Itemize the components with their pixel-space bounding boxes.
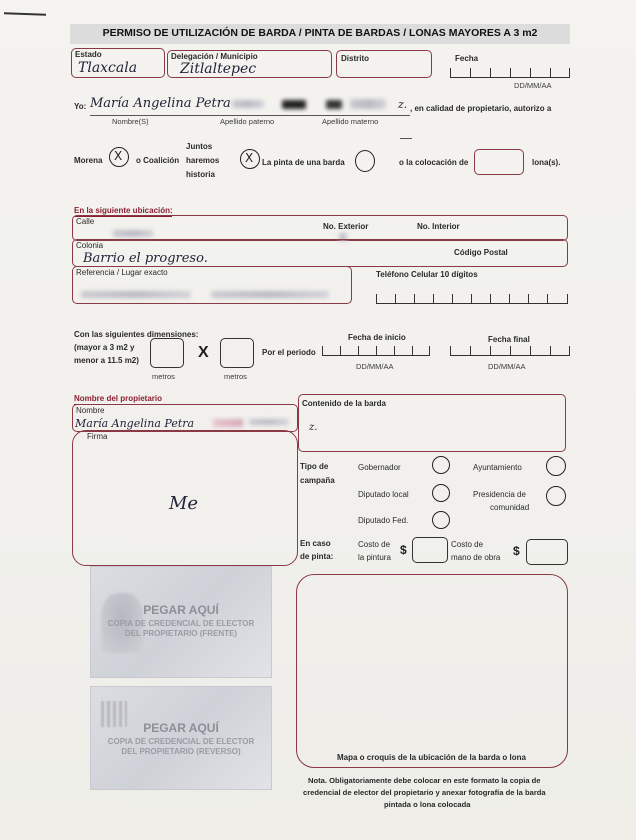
fecha-final-label: Fecha final — [488, 335, 530, 344]
yo-underline — [90, 115, 410, 116]
yo-label: Yo: — [74, 102, 87, 111]
diputado-fed-checkbox[interactable] — [432, 511, 450, 529]
pinta-checkbox[interactable] — [240, 149, 260, 169]
no-interior-label: No. Interior — [417, 222, 460, 231]
contenido-label: Contenido de la barda — [302, 399, 387, 408]
calle-field[interactable] — [72, 215, 568, 241]
morena-label: Morena — [74, 156, 103, 165]
propietario-nombre-field[interactable] — [72, 404, 298, 432]
firma-label: Firma — [87, 432, 108, 441]
fecha-inicio-label: Fecha de inicio — [348, 333, 406, 342]
ayuntamiento-checkbox[interactable] — [546, 456, 566, 476]
costo-mano-line1: Costo de — [451, 540, 484, 549]
redaction — [213, 419, 243, 427]
presidencia-line2: comunidad — [490, 503, 530, 512]
dash-mark — [400, 138, 412, 139]
caso-line1: En caso — [300, 539, 331, 548]
estado-value: Tlaxcala — [78, 60, 138, 76]
gobernador-checkbox[interactable] — [432, 456, 450, 474]
id-front-pega: PEGAR AQUÍ — [143, 603, 219, 617]
municipio-label: Delegación / Municipio — [171, 52, 258, 61]
fecha-inicio-input[interactable] — [322, 346, 430, 356]
lonas-label: lona(s). — [532, 158, 561, 167]
note-line1: Nota. Obligatoriamente debe colocar en este formato la copia de — [308, 776, 541, 785]
scan-mark — [4, 12, 46, 15]
firma-field[interactable] — [72, 430, 298, 566]
juntos-line1: Juntos — [186, 142, 213, 151]
declarant-suffix: z. — [398, 98, 408, 111]
paterno-label: Apellido paterno — [220, 117, 275, 126]
redaction — [81, 291, 191, 298]
costo-mano-line2: mano de obra — [451, 553, 501, 562]
propietario-section-label: Nombre del propietario — [74, 394, 163, 403]
diputado-local-checkbox[interactable] — [432, 484, 450, 502]
metros-label-2: metros — [224, 372, 247, 381]
note-line3: pintada o lona colocada — [384, 800, 471, 809]
municipio-value: Zitlaltepec — [180, 61, 257, 77]
times-sign: X — [198, 344, 209, 361]
note-line2: credencial de elector del propietario y anexar fotografía de la barda — [303, 788, 546, 797]
ancho-field[interactable] — [150, 338, 184, 368]
municipio-field[interactable] — [167, 50, 332, 78]
no-exterior-label: No. Exterior — [323, 222, 369, 231]
currency-mano: $ — [513, 544, 520, 558]
metros-label-1: metros — [152, 372, 175, 381]
costo-pintura-field[interactable] — [412, 537, 448, 563]
lonas-count-field[interactable] — [474, 149, 524, 175]
fecha-inicio-format: DD/MM/AA — [356, 362, 394, 371]
redaction — [113, 230, 153, 237]
redaction — [282, 100, 306, 109]
declarant-tail: , en calidad de propietario, autorizo a — [410, 104, 552, 113]
costo-pintura-line1: Costo de — [358, 540, 391, 549]
calle-label: Calle — [76, 217, 95, 226]
lona-checkbox[interactable] — [355, 150, 375, 172]
ayuntamiento-label: Ayuntamiento — [473, 463, 522, 472]
dimensiones-line1: Con las siguientes dimensiones: — [74, 330, 199, 339]
id-front-placeholder[interactable] — [90, 566, 272, 678]
presidencia-line1: Presidencia de — [473, 490, 526, 499]
ubicacion-section-label: En la siguiente ubicación: — [74, 206, 173, 215]
fecha-final-input[interactable] — [450, 346, 570, 356]
id-front-line1: COPIA DE CREDENCIAL DE ELECTOR — [107, 619, 255, 628]
costo-pintura-line2: la pintura — [358, 553, 391, 562]
referencia-field[interactable] — [72, 266, 352, 304]
pinta-mark: X — [245, 151, 254, 165]
id-back-placeholder[interactable] — [90, 686, 272, 790]
fecha-format: DD/MM/AA — [514, 81, 552, 90]
periodo-label: Por el periodo — [262, 348, 316, 357]
contenido-barda-field[interactable] — [298, 394, 566, 452]
morena-checkbox[interactable] — [109, 147, 129, 167]
fecha-label: Fecha — [455, 54, 479, 63]
nombres-label: Nombre(S) — [112, 117, 149, 126]
redaction — [350, 99, 386, 109]
diputado-fed-label: Diputado Fed. — [358, 516, 409, 525]
tipo-line1: Tipo de — [300, 462, 329, 471]
estado-field[interactable] — [71, 48, 165, 78]
pinta-label: La pinta de una barda — [262, 158, 345, 167]
id-front-line2: DEL PROPIETARIO (FRENTE) — [124, 629, 238, 638]
distrito-label: Distrito — [341, 54, 369, 63]
telefono-label: Teléfono Celular 10 dígitos — [376, 270, 478, 279]
page-title: PERMISO DE UTILIZACIÓN DE BARDA / PINTA DE BARDAS / LONAS MAYORES A 3 m2 — [102, 27, 538, 39]
colocacion-label: o la colocación de — [399, 158, 469, 167]
fecha-input[interactable] — [450, 68, 570, 78]
diputado-local-label: Diputado local — [358, 490, 409, 499]
materno-label: Apellido materno — [322, 117, 379, 126]
colonia-value: Barrio el progreso. — [83, 251, 208, 266]
caso-line2: de pinta: — [300, 552, 334, 561]
currency-pintura: $ — [400, 543, 407, 557]
id-back-line1: COPIA DE CREDENCIAL DE ELECTOR — [107, 737, 255, 746]
propietario-nombre-label: Nombre — [76, 406, 105, 415]
dimensiones-line3: menor a 11.5 m2) — [74, 356, 139, 365]
contenido-suffix: z. — [309, 422, 318, 433]
presidencia-checkbox[interactable] — [546, 486, 566, 506]
mapa-caption: Mapa o croquis de la ubicación de la barda o lona — [337, 753, 526, 762]
juntos-line3: historia — [186, 170, 215, 179]
id-back-pega: PEGAR AQUÍ — [143, 721, 219, 735]
costo-mano-field[interactable] — [526, 539, 568, 565]
colonia-label: Colonia — [76, 241, 104, 250]
dimensiones-line2: (mayor a 3 m2 y — [74, 343, 135, 352]
id-back-line2: DEL PROPIETARIO (REVERSO) — [121, 747, 241, 756]
redaction — [211, 291, 329, 298]
gobernador-label: Gobernador — [358, 463, 401, 472]
alto-field[interactable] — [220, 338, 254, 368]
firma-value: Me — [169, 493, 199, 514]
fecha-final-format: DD/MM/AA — [488, 362, 526, 371]
tipo-line2: campaña — [300, 476, 335, 485]
telefono-input[interactable] — [376, 294, 568, 304]
redaction — [249, 419, 289, 425]
morena-mark: X — [114, 149, 123, 163]
referencia-label: Referencia / Lugar exacto — [76, 268, 168, 277]
estado-label: Estado — [75, 50, 102, 59]
redaction — [232, 100, 264, 108]
coalicion-label: o Coalición — [136, 156, 180, 165]
juntos-line2: haremos — [186, 156, 220, 165]
declarant-name: María Angelina Petra — [90, 96, 231, 111]
redaction — [326, 100, 342, 109]
distrito-field[interactable] — [336, 50, 432, 78]
propietario-nombre-value: María Angelina Petra — [75, 417, 195, 430]
cp-label: Código Postal — [454, 248, 508, 257]
mapa-field[interactable] — [296, 574, 568, 768]
colonia-field[interactable] — [72, 239, 568, 267]
